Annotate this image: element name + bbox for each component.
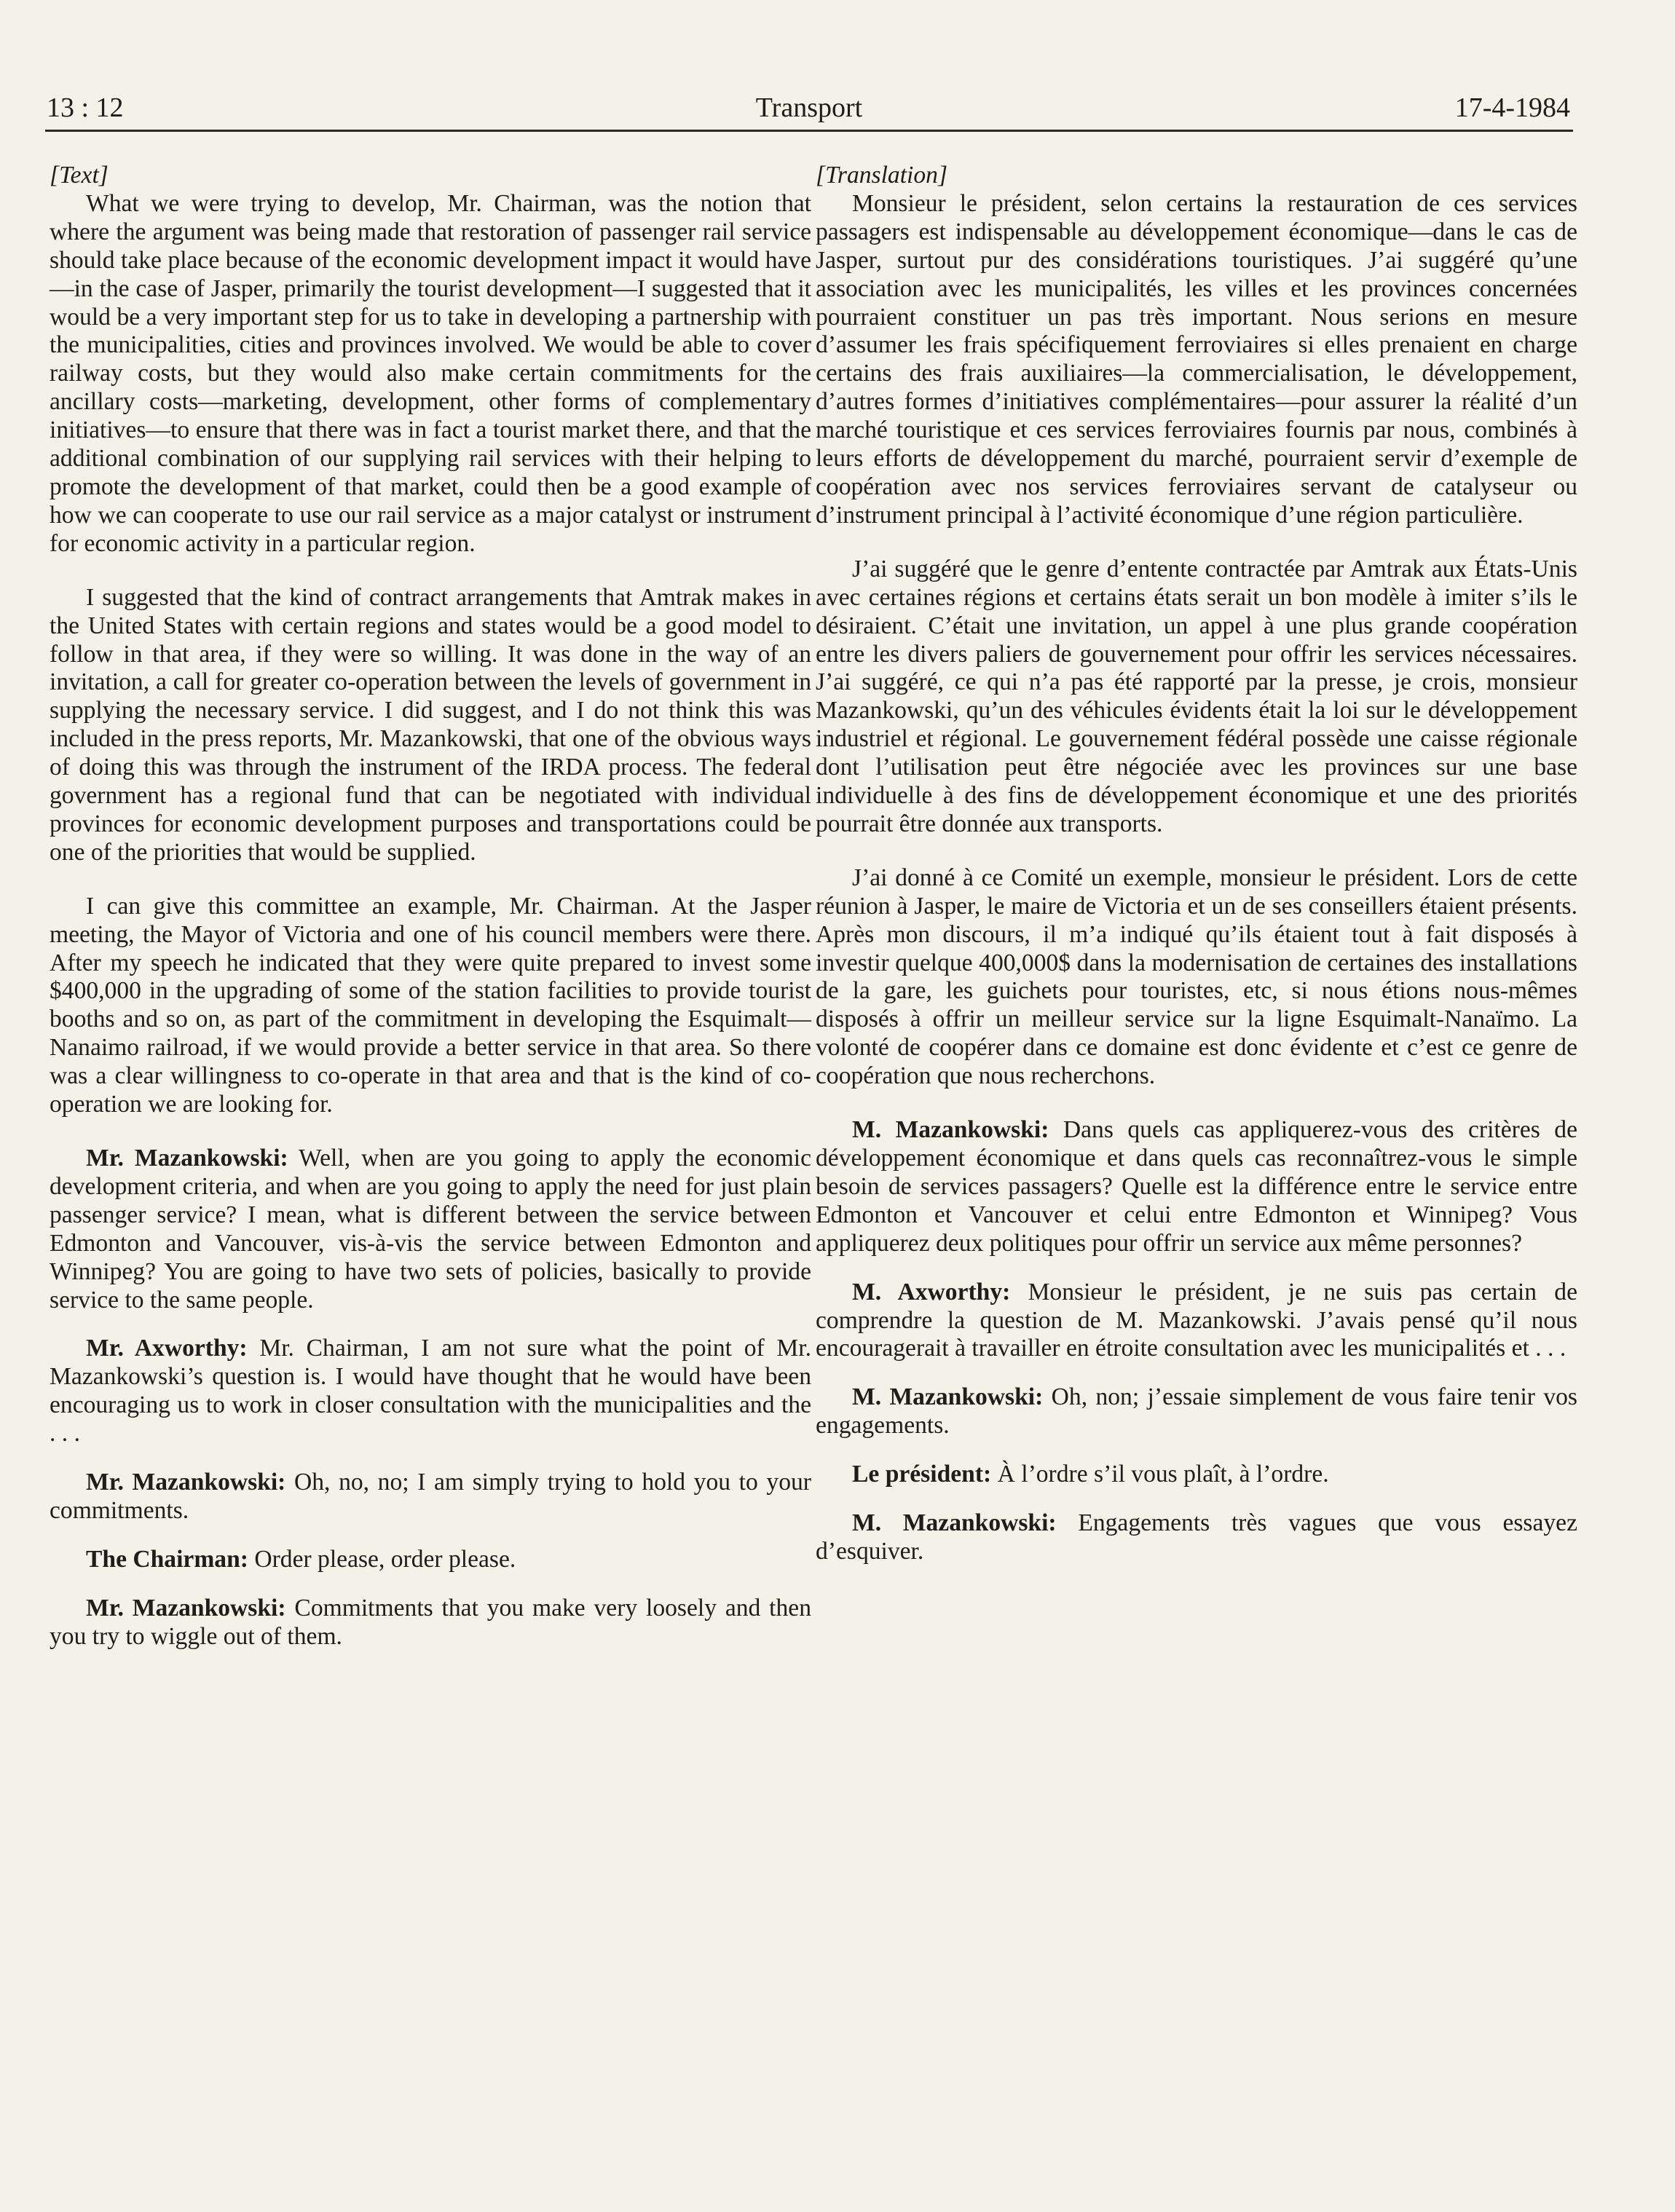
paragraph: J’ai donné à ce Comité un exemple, monsieur le président. Lors de cette réunion à Jasper, le maire de Victoria et un de ses conseillers étaient présents. Après mon discours, il m’a indiqué qu’ils étaient tout à fait disposés à investir quelque 400,000$ dans la modernisation de certaines des installations de la gare, les guichets pour touristes, etc, si nous étions nous-mêmes disposés à offrir un meilleur service sur la ligne Esquimalt-Nanaïmo. La volonté de coopérer dans ce domaine est donc évidente et c’est ce genre de coopération que nous recherchons.: [816, 864, 1577, 1090]
column-label: [Translation]: [816, 162, 948, 189]
speech-text: Oh, non; j’essaie simplement de vous faire tenir vos engagements.: [816, 1383, 1577, 1439]
speech-paragraph: [816, 1279, 1577, 1364]
english-column: [50, 162, 811, 1651]
page-number: 13 : 12: [47, 92, 124, 123]
speech-text: Monsieur le président, je ne suis pas certain de comprendre la question de M. Mazankowski. J’avais pensé qu’il nous encouragerait à travailler en étroite consultation avec les municipalités et . . .: [816, 1278, 1577, 1362]
speech-text: Oh, no, no; I am simply trying to hold you to your commitments.: [50, 1469, 811, 1524]
speech-paragraph: [816, 1461, 1577, 1489]
page-date: 17-4-1984: [1454, 92, 1570, 123]
speaker-name: M. Mazankowski:: [852, 1116, 1049, 1144]
speaker-name: M. Mazankowski:: [852, 1383, 1044, 1411]
speaker-name: Mr. Mazankowski:: [86, 1145, 288, 1172]
speaker-name: M. Mazankowski:: [852, 1509, 1057, 1537]
paragraph: What we were trying to develop, Mr. Chairman, was the notion that where the argument was being made that restoration of passenger rail service should take place because of the economic development impact it would have—in the case of Jasper, primarily the tourist development—I suggested that it would be a very important step for us to take in developing a partnership with the municipalities, cities and provinces involved. We would be able to cover railway costs, but they would also make certain commitments for the ancillary costs—marketing, development, other forms of complementary initiatives—to ensure that there was in fact a tourist market there, and that the additional combination of our supplying rail services with their helping to promote the development of that market, could then be a good example of how we can cooperate to use our rail service as a major catalyst or instrument for economic activity in a particular region.: [50, 189, 811, 557]
speaker-name: Mr. Mazankowski:: [86, 1469, 286, 1496]
speech-text: Order please, order please.: [254, 1545, 516, 1573]
speech-paragraph: [50, 1335, 811, 1448]
speaker-name: Mr. Axworthy:: [86, 1335, 248, 1362]
paragraph: I can give this committee an example, Mr. Chairman. At the Jasper meeting, the Mayor of Victoria and one of his council members were there. After my speech he indicated that they were quite prepared to invest some $400,000 in the upgrading of some of the station facilities to provide tourist booths and so on, as part of the commitment in developing the Esquimalt—Nanaimo railroad, if we would provide a better service in that area. So there was a clear willingness to co-operate in that area and that is the kind of co-operation we are looking for.: [50, 892, 811, 1118]
speech-paragraph: [816, 1116, 1577, 1258]
speech-text: À l’ordre s’il vous plaît, à l’ordre.: [997, 1461, 1329, 1488]
speech-paragraph: [816, 1509, 1577, 1566]
speech-text: Dans quels cas appliquerez-vous des critères de développement économique et dans quels cas reconnaîtrez-vous le simple besoin de services passagers? Quelle est la différence entre le service entre Edmonton et Vancouver et celui entre Edmonton et Winnipeg? Vous appliquerez deux politiques pour offrir un service aux même personnes?: [816, 1116, 1577, 1257]
speech-text: Commitments that you make very loosely and then you try to wiggle out of them.: [50, 1594, 811, 1650]
speaker-name: Mr. Mazankowski:: [86, 1594, 286, 1622]
speech-paragraph: [50, 1546, 811, 1574]
speech-paragraph: [50, 1595, 811, 1651]
speech-text: Mr. Chairman, I am not sure what the point of Mr. Mazankowski’s question is. I would have thought that he would have been encouraging us to work in closer consultation with the municipalities and the . . .: [50, 1335, 811, 1447]
speech-paragraph: [50, 1469, 811, 1525]
paragraph: Monsieur le président, selon certains la restauration de ces services passagers est indispensable au développement économique—dans le cas de Jasper, surtout pur des considérations touristiques. J’ai suggéré qu’une association avec les municipalités, les villes et les provinces concernées pourraient constituer un pas très important. Nous serions en mesure d’assumer les frais spécifiquement ferroviaires si elles prenaient en charge certains des frais auxiliaires—la commercialisation, le développement, d’autres formes d’initiatives complémentaires—pour assurer la réalité d’un marché touristique et ces services ferroviaires fournis par nous, combinés à leurs efforts de développement du marché, pourraient servir d’exemple de coopération avec nos services ferroviaires servant de catalyseur ou d’instrument principal à l’activité économique d’une région particulière.: [816, 189, 1577, 529]
speech-text: Well, when are you going to apply the economic development criteria, and when are you going to apply the need for just plain passenger service? I mean, what is different between the service between Edmonton and Vancouver, vis-à-vis the service between Edmonton and Winnipeg? You are going to have two sets of policies, basically to provide service to the same people.: [50, 1145, 811, 1314]
speaker-name: Le président:: [852, 1461, 992, 1488]
speech-paragraph: [50, 1145, 811, 1314]
page-header: [45, 86, 1573, 132]
column-label: [Text]: [50, 162, 109, 189]
speech-paragraph: [816, 1383, 1577, 1440]
speech-text: Engagements très vagues que vous essayez d’esquiver.: [816, 1509, 1577, 1565]
speaker-name: M. Axworthy:: [852, 1278, 1011, 1306]
paragraph: J’ai suggéré que le genre d’entente contractée par Amtrak aux États-Unis avec certaines régions et certains états serait un bon modèle à imiter s’ils le désiraient. C’était une invitation, un appel à une plus grande coopération entre les divers paliers de gouvernement pour offrir les services nécessaires. J’ai suggéré, ce qui n’a pas été rapporté par la presse, je crois, monsieur Mazankowski, qu’un des véhicules évidents était la loi sur le développement industriel et régional. Le gouvernement fédéral possède une caisse régionale dont l’utilisation peut être négociée avec les provinces sur une base individuelle à des fins de développement économique et une des priorités pourrait être donnée aux transports.: [816, 555, 1577, 837]
french-column: [816, 162, 1577, 1566]
page-title: Transport: [755, 92, 863, 123]
speaker-name: The Chairman:: [86, 1545, 248, 1573]
paragraph: I suggested that the kind of contract arrangements that Amtrak makes in the United States with certain regions and states would be a good model to follow in that area, if they were so willing. It was done in the way of an invitation, a call for greater co-operation between the levels of government in supplying the necessary service. I did suggest, and I do not think this was included in the press reports, Mr. Mazankowski, that one of the obvious ways of doing this was through the instrument of the IRDA process. The federal government has a regional fund that can be negotiated with individual provinces for economic development purposes and transportations could be one of the priorities that would be supplied.: [50, 583, 811, 866]
